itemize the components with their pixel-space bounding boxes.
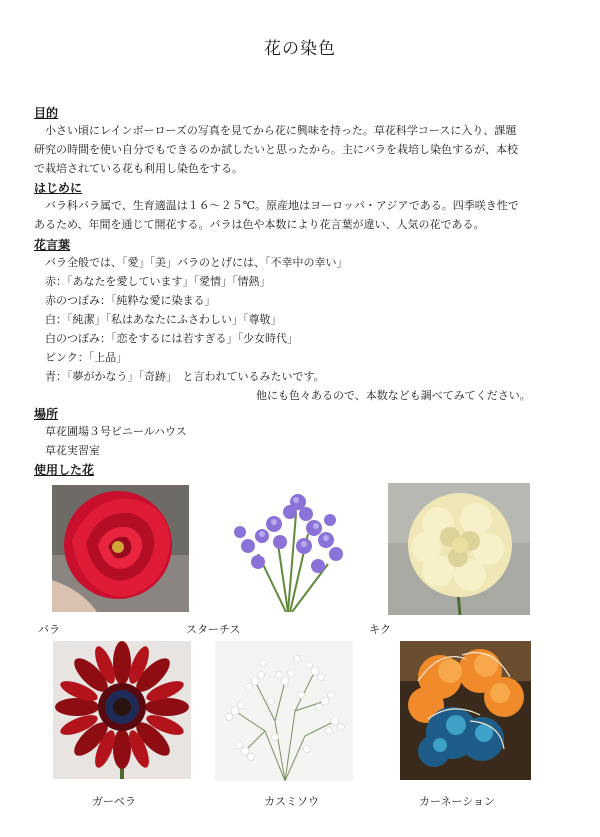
flower-language-note: 他にも色々あるので、本数なども調べてみてください。: [256, 389, 531, 402]
intro-line: あるため、年間を通じて開花する。バラは色や本数により花言葉が違い、人気の花である。: [34, 218, 485, 231]
flower-caption: バラ: [38, 623, 60, 636]
flower-language-heading: 花言葉: [34, 238, 71, 252]
cream-chrysanthemum-photo: [388, 483, 530, 615]
flower-caption: スターチス: [186, 623, 241, 636]
purple-statice-photo: [218, 484, 355, 612]
flower-caption: カスミソウ: [264, 795, 319, 808]
flower-caption: キク: [369, 623, 391, 636]
flower-language-line: バラ全般では、「愛」「美」バラのとげには、「不幸中の幸い」: [45, 256, 348, 269]
red-rose-photo: [52, 485, 189, 612]
flower-language-line: 赤：「あなたを愛しています」「愛情」「情熱」: [45, 275, 271, 288]
place-line: 草花実習室: [45, 444, 100, 457]
flower-caption: ガーベラ: [92, 795, 136, 808]
flower-language-line: 青：「夢がかなう」「奇跡」 と言われているみたいです。: [45, 370, 325, 383]
page-title: 花の染色: [264, 39, 336, 59]
babys-breath-photo: [215, 641, 353, 781]
intro-line: バラ科バラ属で、生育適温は１６～２５℃。原産地はヨーロッパ・アジアである。四季咲き性で: [34, 199, 519, 212]
dyed-carnation-photo: [400, 641, 531, 780]
flower-language-line: 白のつぼみ：「恋をするには若すぎる」「少女時代」: [45, 332, 298, 345]
purpose-body: [34, 121, 554, 178]
purpose-line: で栽培されている花も利用し染色をする。: [34, 162, 243, 175]
place-line: 草花圃場３号ビニールハウス: [45, 425, 187, 438]
intro-heading: はじめに: [34, 181, 83, 195]
purpose-heading: 目的: [34, 106, 59, 120]
flower-language-line: ピンク：「上品」: [45, 351, 128, 364]
flower-caption: カーネーション: [419, 795, 496, 808]
purpose-line: 小さい頃にレインボーローズの写真を見てから花に興味を持った。草花科学コースに入り、課題: [34, 124, 517, 137]
intro-body: [34, 196, 554, 234]
red-gerbera-photo: [53, 641, 191, 779]
flower-language-line: 白：「純潔」「私はあなたにふさわしい」「尊敬」: [45, 313, 282, 326]
place-heading: 場所: [34, 407, 59, 421]
flower-language-line: 赤のつぼみ：「純粋な愛に染まる」: [45, 294, 216, 307]
purpose-line: 研究の時間を使い自分でもできるのか試したいと思ったから。主にバラを栽培し染色するが、本校: [34, 143, 518, 156]
flowers-used-heading: 使用した花: [34, 463, 95, 477]
